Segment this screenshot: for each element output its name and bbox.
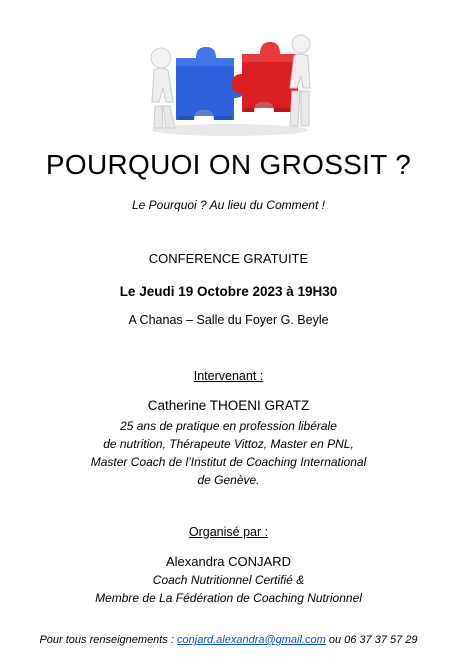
speaker-name: Catherine THOENI GRATZ [147, 398, 310, 413]
organizer-role-line: Membre de La Fédération de Coaching Nutrionnel [95, 591, 362, 605]
conference-date: Le Jeudi 19 Octobre 2023 à 19H30 [119, 284, 338, 299]
conference-label: CONFERENCE GRATUITE [148, 251, 309, 266]
speaker-bio-line: de nutrition, Thérapeute Vittoz, Master en PNL, [103, 437, 354, 451]
speaker-heading: Intervenant : [193, 369, 264, 383]
speaker-bio-line: 25 ans de pratique en profession libérale [120, 419, 337, 433]
subtitle: Le Pourquoi ? Au lieu du Comment ! [131, 198, 325, 212]
conference-place: A Chanas – Salle du Foyer G. Beyle [128, 313, 329, 327]
organizer-name: Alexandra CONJARD [166, 554, 291, 569]
organizer-role-line: Coach Nutritionnel Certifié & [152, 573, 305, 587]
speaker-bio-line: Master Coach de l’Institut de Coaching International [90, 455, 367, 469]
contact-footer [0, 633, 457, 648]
document-title: POURQUOI ON GROSSIT ? [45, 149, 412, 180]
organizer-heading: Organisé par : [188, 525, 269, 539]
contact-separator: ou [325, 634, 345, 646]
phone-number: 06 37 37 57 29 [344, 634, 418, 646]
speaker-bio-line: de Genève. [197, 473, 260, 487]
puzzle-figures-image [148, 32, 312, 138]
email-link[interactable]: conjard.alexandra@gmail.com [177, 634, 326, 646]
contact-prefix: Pour tous renseignements : [39, 634, 178, 646]
